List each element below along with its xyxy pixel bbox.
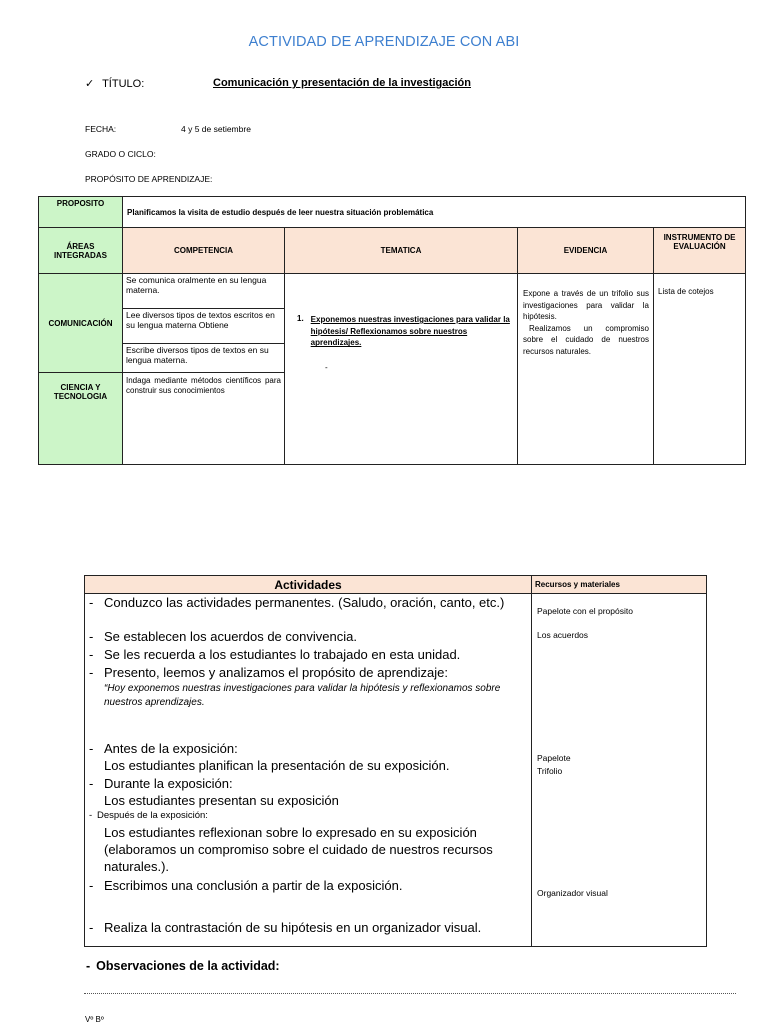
activity-item: - Se establecen los acuerdos de convivencia.	[89, 629, 357, 644]
proposito-label: PROPÓSITO DE APRENDIZAJE:	[85, 174, 213, 184]
activities-header: Actividades	[85, 576, 532, 594]
planning-table	[38, 196, 746, 465]
activity-detail: Los estudiantes planifican la presentación de su exposición.	[104, 758, 450, 773]
evidencia-1: Expone a través de un trifolio sus investigaciones para validar la hipótesis.	[523, 289, 649, 322]
checkmark-icon: ✓	[85, 77, 95, 90]
titulo-row	[85, 77, 144, 90]
tematica-number: 1.	[297, 314, 304, 323]
competencia-item: Escribe diversos tipos de textos en su lengua materna.	[123, 343, 284, 372]
competencia-header: COMPETENCIA	[123, 228, 285, 274]
tematica-dash: -	[325, 362, 328, 372]
fecha-label: FECHA:	[85, 124, 117, 134]
tematica-cell	[285, 274, 518, 465]
activities-table	[84, 575, 707, 947]
comunicacion-competencias	[123, 274, 285, 373]
activity-item: - Después de la exposición:	[89, 810, 208, 821]
resource-item: Trifolio	[537, 766, 563, 776]
activities-list	[85, 594, 532, 947]
instrumento-header: INSTRUMENTO DE EVALUACIÓN	[654, 228, 746, 274]
activity-item: - Conduzco las actividades permanentes. (Saludo, oración, canto, etc.)	[89, 595, 505, 610]
evidencia-cell	[518, 274, 654, 465]
area-comunicacion: COMUNICACIÓN	[39, 274, 123, 373]
resource-item: Los acuerdos	[537, 630, 589, 640]
resources-list	[532, 594, 707, 947]
activity-item: - Se les recuerda a los estudiantes lo trabajado en esta unidad.	[89, 647, 461, 662]
observaciones-heading: - Observaciones de la actividad:	[86, 959, 280, 973]
proposito-header: PROPOSITO	[39, 197, 123, 228]
activity-detail: Los estudiantes presentan su exposición	[104, 793, 339, 808]
activity-item: - Realiza la contrastación de su hipótesis en un organizador visual.	[89, 920, 482, 935]
areas-header: ÁREAS INTEGRADAS	[39, 228, 123, 274]
competencia-item: Lee diversos tipos de textos escritos en su lengua materna Obtiene	[123, 308, 284, 343]
titulo-value: Comunicación y presentación de la investigación	[213, 77, 471, 89]
document-title: ACTIVIDAD DE APRENDIZAJE CON ABI	[248, 34, 520, 50]
evidencia-header: EVIDENCIA	[518, 228, 654, 274]
resource-item: Organizador visual	[537, 888, 608, 898]
grado-label: GRADO O CICLO:	[85, 149, 156, 159]
dotted-line	[84, 993, 736, 994]
titulo-label: TÍTULO:	[102, 78, 145, 90]
activity-detail: Los estudiantes reflexionan sobre lo expresado en su exposición (elaboramos un compromiso sobre el cuidado de nuestros recursos naturales.).	[104, 825, 493, 874]
resources-header: Recursos y materiales	[532, 576, 707, 594]
tematica-header: TEMATICA	[285, 228, 518, 274]
tematica-text: Exponemos nuestras investigaciones para validar la hipótesis/ Reflexionamos sobre nuestros aprendizajes.	[310, 315, 510, 348]
activity-item: - Escribimos una conclusión a partir de la exposición.	[89, 878, 403, 893]
instrumento-cell: Lista de cotejos	[654, 274, 746, 465]
competencia-item: Se comunica oralmente en su lengua materna.	[126, 275, 267, 296]
purpose-quote: “Hoy exponemos nuestras investigaciones para validar la hipótesis y reflexionamos sobre nuestros aprendizajes.	[104, 683, 501, 708]
competencia-item: Indaga mediante métodos científicos para construir sus conocimientos	[123, 373, 285, 465]
evidencia-2: Realizamos un compromiso sobre el cuidado de nuestros recursos naturales.	[523, 323, 649, 356]
activity-item: - Presento, leemos y analizamos el propósito de aprendizaje:	[89, 665, 448, 680]
activity-item: - Durante la exposición:	[89, 776, 233, 791]
fecha-value: 4 y 5 de setiembre	[181, 124, 251, 134]
resource-item: Papelote con el propósito	[537, 606, 633, 616]
proposito-text: Planificamos la visita de estudio después de leer nuestra situación problemática	[123, 197, 746, 228]
area-ciencia: CIENCIA Y TECNOLOGIA	[39, 373, 123, 465]
activity-item: - Antes de la exposición:	[89, 741, 238, 756]
visto-bueno: Vº Bº	[85, 1015, 104, 1024]
resource-item: Papelote	[537, 753, 571, 763]
